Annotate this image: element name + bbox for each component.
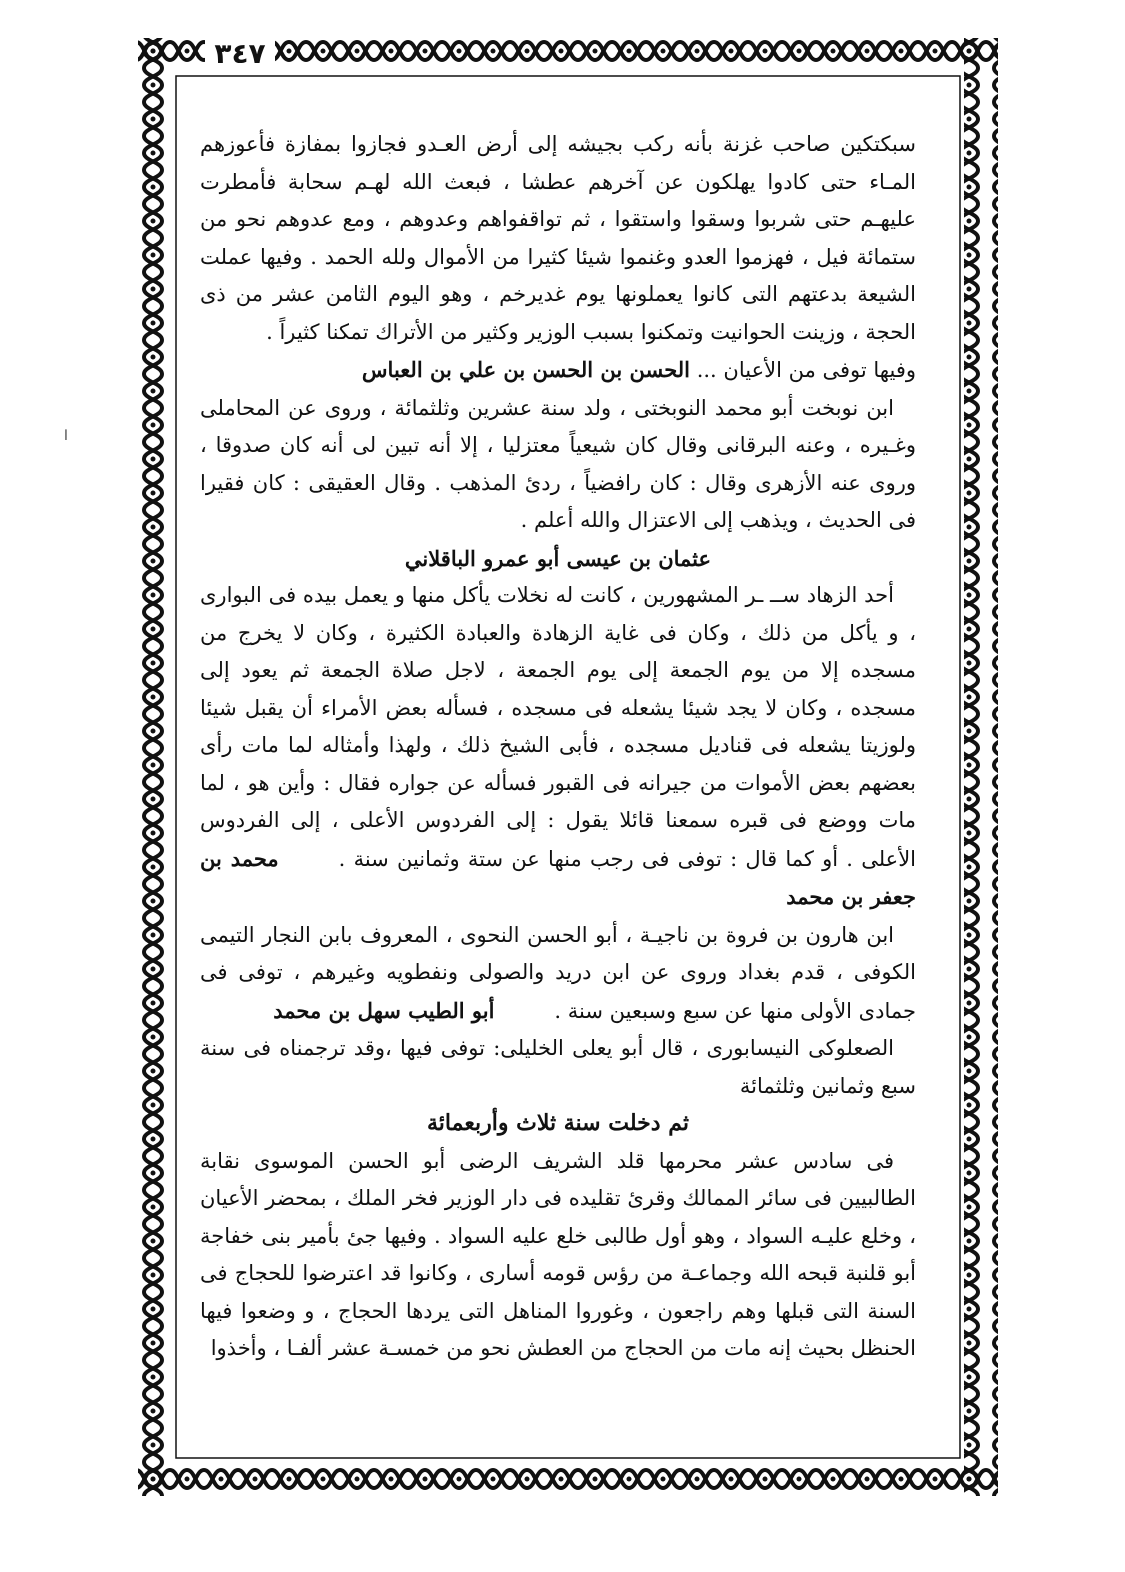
entry-heading: محمد بن جعفر بن محمد [200,845,916,909]
paragraph [200,917,916,1031]
margin-mark: ا [64,428,68,444]
paragraph: الصعلوكى النيسابورى ، قال أبو يعلى الخليلى: توفى فيها ،وقد ترجمناه فى سنة سبع وثمانين وثلثمائة [200,1036,916,1098]
paragraph-text: أحد الزهاد ســ ـر المشهورين ، كانت له نخلات يأكل منها و يعمل بيده فى البوارى ، و يأكل من ذلك ، وكان فى غاية الزهادة والعبادة الكثيرة ، وكان لا يخرج من مسجده إلا من يوم الجمعة إلى يوم الجمعة ، لاجل صلاة الجمعة ثم يعود إلى مسجده ، وكان لا يجد شيئا يشعله فى مسجده ، فسأله بعض الأمراء أن يقبل شيئا ولوزيتا يشعله فى قناديل مسجده ، فأبى الشيخ ذلك ، ولهذا وأمثاله لما مات رأى بعضهم بعض الأموات من جيرانه فى القبور فسأله عن جواره فقال : وأين هو ، لما مات ووضع فى قبره سمعنا قائلا يقول : إلى الفردوس الأعلى ، إلى الفردوس الأعلى . أو كما قال : توفى فى رجب منها عن ستة وثمانين سنة . [200,583,916,871]
entry-heading: أبو الطيب سهل بن محمد [273,997,495,1023]
paragraph: سبكتكين صاحب غزنة بأنه ركب بجيشه إلى أرض العـدو فجازوا بمفازة فأعوزهم المـاء حتى كادوا يهلكون عن آخرهم عطشا ، فبعث الله لهـم سحابة فأمطرت عليهـم حتى شربوا وسقوا واستقوا ، ثم تواقفواهم وعدوهم ، ومع عدوهم نحو من ستمائة فيل ، فهزموا العدو وغنموا شيئا كثيرا من الأموال ولله الحمد . وفيها عملت الشيعة بدعتهم التى كانوا يعملونها يوم غديرخم ، وهو اليوم الثامن عشر من ذى الحجة ، وزينت الحوانيت وتمكنوا بسبب الوزير وكثير من الأتراك تمكنا كثيراً . [200,132,916,344]
entry-heading: الحسن بن الحسن بن علي بن العباس [361,357,691,382]
paragraph-text: وفيها توفى من الأعيان ... [690,358,916,382]
paragraph: فى سادس عشر محرمها قلد الشريف الرضى أبو الحسن الموسوى نقابة الطالبيين فى سائر الممالك وقرئ تقليده فى دار الوزير فخر الملك ، بمحضر الأعيان ، وخلع عليـه السواد ، وهو أول طالبى خلع عليه السواد . وفيها جئ بأمير بنى خفاجة أبو قلنبة قبحه الله وجماعـة من رؤس قومه أسارى ، وكانوا قد اعترضوا للحجاج فى السنة التى قبلها وهم راجعون ، وغوروا المناهل التى يردها الحجاج ، و وضعوا فيها الحنظل بحيث إنه مات من الحجاج من العطش نحو من خمسـة عشر ألفـا ، وأخذوا [200,1148,916,1360]
page-number: ٣٤٧ [205,36,275,72]
paragraph-with-heading [200,351,916,390]
entry-heading: عثمان بن عيسى أبو عمرو الباقلاني [404,545,712,571]
paragraph: ابن نوبخت أبو محمد النوبختى ، ولد سنة عشرين وثلثمائة ، وروى عن المحاملى وغـيره ، وعنه البرقانى وقال كان شيعياً معتزليا ، إلا أنه تبين لى أنه كان صدوقا ، وروى عنه الأزهرى وقال : كان رافضياً ، ردئ المذهب . وقال العقيقى : كان فقيرا فى الحديث ، ويذهب إلى الاعتزال والله أعلم . [200,395,916,532]
paragraph-text: ابن هارون بن فروة بن ناجيـة ، أبو الحسن النحوى ، المعروف بابن النجار التيمى الكوفى ، قدم بغداد وروى عن ابن دريد والصولى ونفطويه وغيرهم ، توفى فى جمادى الأولى منها عن سبع وسبعين سنة . [200,922,916,1023]
main-text [200,126,916,1426]
paragraph [200,577,916,917]
year-heading: ثم دخلت سنة ثلاث وأربعمائة [427,1110,689,1136]
